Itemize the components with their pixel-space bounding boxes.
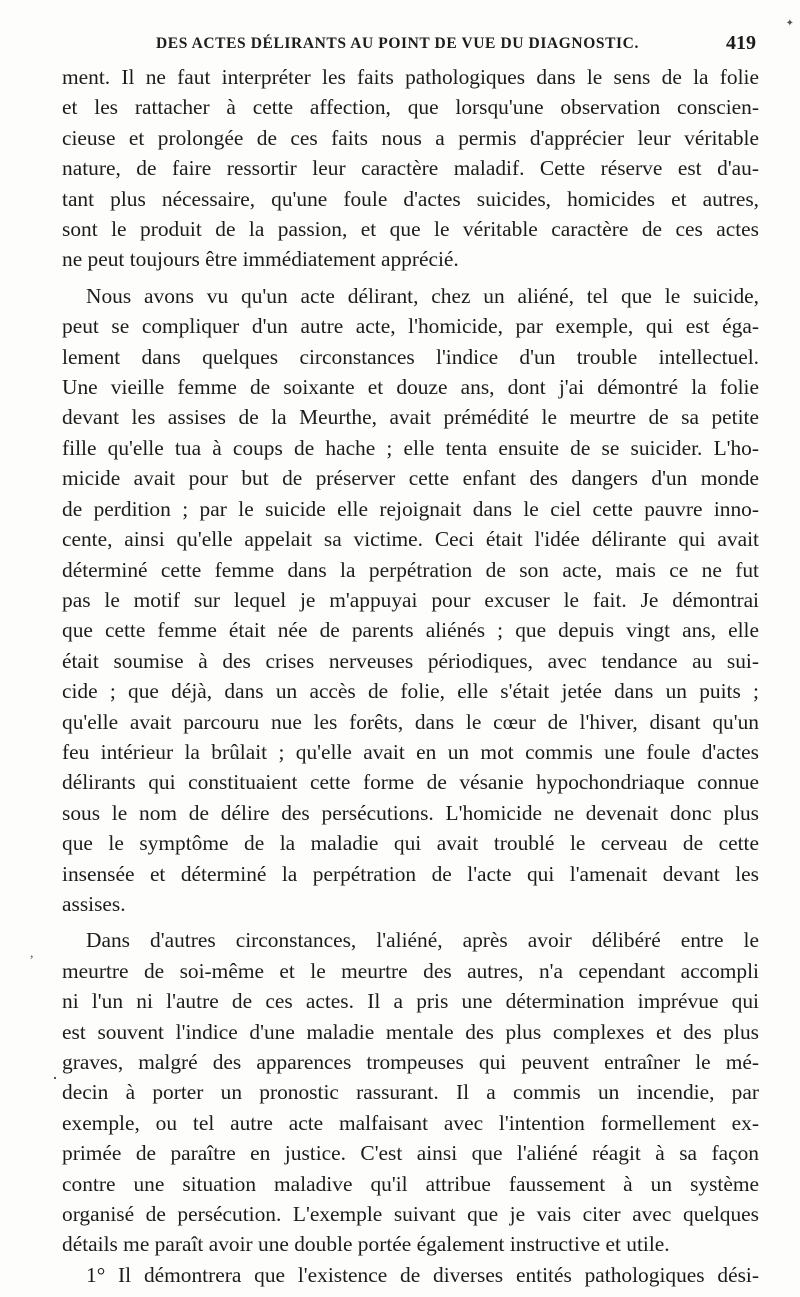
text-line: decin à porter un pronostic rassurant. Il a commis un incendie, par [62, 1080, 759, 1105]
text-line: pas le motif sur lequel je m'appuyai pour excuser le fait. Je démontrai [62, 587, 759, 612]
page-body [62, 62, 759, 1290]
text-line: lement dans quelques circonstances l'indice d'un trouble intellectuel. [62, 344, 759, 369]
text-line: micide avait pour but de préserver cette enfant des dangers d'un monde [62, 466, 759, 491]
page-header [60, 32, 760, 57]
paragraph-3 [62, 925, 759, 1259]
paragraph-1 [62, 62, 759, 275]
text-line: Dans d'autres circonstances, l'aliéné, après avoir délibéré entre le [86, 928, 759, 953]
text-line: de perdition ; par le suicide elle rejoignait dans le ciel cette pauvre inno- [62, 496, 759, 521]
text-line: était soumise à des crises nerveuses périodiques, avec tendance au sui- [62, 648, 759, 673]
text-line: contre une situation maladive qu'il attribue faussement à un système [62, 1171, 759, 1196]
text-line: tant plus nécessaire, qu'une foule d'actes suicides, homicides et autres, [62, 186, 759, 211]
page-number: 419 [726, 32, 756, 54]
text-line: ne peut toujours être immédiatement apprécié. [62, 247, 459, 272]
margin-dot: · [52, 1068, 58, 1088]
text-line: exemple, ou tel autre acte malfaisant avec l'intention formellement ex- [62, 1110, 759, 1135]
text-line: sous le nom de délire des persécutions. L'homicide ne devenait donc plus [62, 800, 759, 825]
running-title: DES ACTES DÉLIRANTS AU POINT DE VUE DU DIAGNOSTIC. [156, 35, 639, 52]
margin-mark: , [30, 946, 34, 961]
text-line: déterminé cette femme dans la perpétration de son acte, mais ce ne fut [62, 557, 759, 582]
text-line: devant les assises de la Meurthe, avait prémédité le meurtre de sa petite [62, 405, 759, 430]
text-line: est souvent l'indice d'une maladie mentale des plus complexes et des plus [62, 1019, 759, 1044]
text-line: que cette femme était née de parents aliénés ; que depuis vingt ans, elle [62, 618, 759, 643]
text-line: graves, malgré des apparences trompeuses qui peuvent entraîner le mé- [62, 1050, 759, 1074]
text-line: et les rattacher à cette affection, que lorsqu'une observation conscien- [62, 95, 759, 120]
text-line: insensée et déterminé la perpétration de l'acte qui l'amenait devant les [62, 861, 759, 886]
text-line: cieuse et prolongée de ces faits nous a permis d'apprécier leur véritable [62, 125, 759, 150]
text-line: meurtre de soi-même et le meurtre des autres, n'a cependant accompli [62, 958, 759, 983]
text-line: fille qu'elle tua à coups de hache ; elle tenta ensuite de se suicider. L'ho- [62, 435, 759, 460]
text-line: nature, de faire ressortir leur caractère maladif. Cette réserve est d'au- [62, 156, 759, 181]
text-line: délirants qui constituaient cette forme de vésanie hypochondriaque connue [62, 770, 759, 795]
text-line: assises. [62, 891, 126, 916]
text-line: 1° Il démontrera que l'existence de diverses entités pathologiques dési- [86, 1262, 759, 1287]
text-line: primée de paraître en justice. C'est ainsi que l'aliéné réagit à sa façon [62, 1141, 759, 1166]
text-line: ni l'un ni l'autre de ces actes. Il a pris une détermination imprévue qui [62, 989, 759, 1014]
text-line: détails me paraît avoir une double portée également instructive et utile. [62, 1232, 670, 1257]
text-line: cente, ainsi qu'elle appelait sa victime. Ceci était l'idée délirante qui avait [62, 527, 759, 552]
text-line: Une vieille femme de soixante et douze ans, dont j'ai démontré la folie [62, 375, 759, 400]
text-line: qu'elle avait parcouru nue les forêts, dans le cœur de l'hiver, disant qu'un [62, 709, 759, 734]
text-line: cide ; que déjà, dans un accès de folie, elle s'était jetée dans un puits ; [62, 679, 759, 704]
text-line: organisé de persécution. L'exemple suivant que je vais citer avec quelques [62, 1202, 759, 1227]
text-line: que le symptôme de la maladie qui avait troublé le cerveau de cette [62, 831, 759, 856]
text-line: ment. Il ne faut interpréter les faits pathologiques dans le sens de la folie [62, 65, 759, 89]
text-line: Nous avons vu qu'un acte délirant, chez un aliéné, tel que le suicide, [86, 283, 759, 308]
page-corner-mark: ✦ [785, 18, 794, 29]
text-line: feu intérieur la brûlait ; qu'elle avait en un mot commis une foule d'actes [62, 739, 759, 764]
paragraph-4 [62, 1260, 759, 1290]
text-line: peut se compliquer d'un autre acte, l'homicide, par exemple, qui est éga- [62, 314, 759, 339]
text-line: sont le produit de la passion, et que le véritable caractère de ces actes [62, 217, 759, 242]
paragraph-2 [62, 281, 759, 920]
